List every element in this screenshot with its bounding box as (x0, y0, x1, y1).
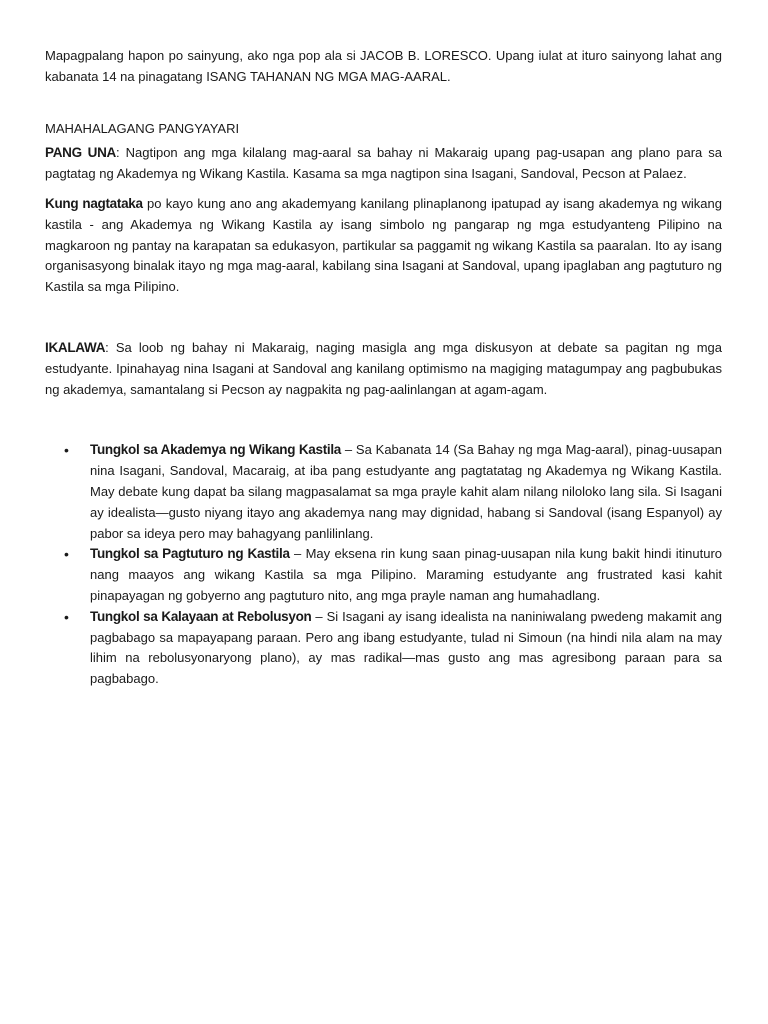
paragraph-lead: Kung nagtataka (45, 195, 143, 211)
intro-paragraph: Mapagpalang hapon po sainyung, ako nga pop ala si JACOB B. LORESCO. Upang iulat at ituro sainyong lahat ang kabanata 14 na pinagatang ISANG TAHANAN NG MGA MAG-AARAL. (45, 48, 722, 84)
list-item-text: – Sa Kabanata 14 (Sa Bahay ng mga Mag-aaral), pinag-uusapan nina Isagani, Sandoval, Macaraig, at iba pang estudyante ang pagtatatag ng Akademya ng Wikang Kastila. May debate kung dapat ba silang magpasalamat sa mga prayle kahit alam nilang niloloko lang sila. Si Isagani ay idealista—gusto niyang itayo ang akademya nang may dignidad, habang si Sandoval (isang Espanyol) ay pabor sa ideya pero may bahagyang panlilinlang. (90, 442, 722, 541)
document-page (45, 46, 722, 690)
paragraph-lead: IKALAWA (45, 339, 106, 355)
list-item-text: – Si Isagani ay isang idealista na naniniwalang pwedeng makamit ang pagbabago sa mapayapang paraan. Pero ang ibang estudyante, tulad ni Simoun (na hindi nila alam na may lihim na rebolusyonaryong plano), ay mas radikal—mas gusto ang mas agresibong paraan para sa pagbabago. (90, 608, 723, 687)
paragraph-kung-nagtataka (45, 194, 722, 298)
paragraph-text: : Nagtipon ang mga kilalang mag-aaral sa bahay ni Makaraig upang pag-usapan ang plano para sa pagtatag ng Akademya ng Wikang Kastila. Kasama sa mga nagtipon sina Isagani, Sandoval, Pecson at Palaez. (45, 145, 723, 182)
list-item-text: – May eksena rin kung saan pinag-uusapan nila kung bakit hindi itinuturo nang maayos ang wikang Kastila sa mga Pilipino. Maraming estudyante ang frustrated kasi kahit pinapayagan ng gobyerno ang pagtuturo nito, ang mga prayle naman ang humahadlang. (90, 546, 723, 603)
paragraph-text: : Sa loob ng bahay ni Makaraig, naging masigla ang mga diskusyon at debate sa pagitan ng mga estudyante. Ipinahayag nina Isagani at Sandoval ang kanilang optimismo na magiging matagumpay ang pagbubukas ng akademya, samantalang si Pecson ay nagpakita ng pag-aalinlangan at agam-agam. (45, 339, 722, 397)
list-item (45, 544, 722, 606)
list-item-title: Tungkol sa Kalayaan at Rebolusyon (90, 608, 312, 624)
list-item (45, 440, 722, 544)
bullet-list (45, 440, 722, 690)
paragraph-text: po kayo kung ano ang akademyang kanilang plinaplanong ipatupad ay isang akademya ng wikang kastila - ang Akademya ng Wikang Kastila ay isang simbolo ng pangarap ng mga estudyanteng Pilipino na magkaroon ng pantay na karapatan sa edukasyon, partikular sa paggamit ng wikang Kastila sa paaralan. Ito ay isang organisasyong binalak itayo ng mga mag-aaral, kabilang sina Isagani at Sandoval, upang ipaglaban ang pagtuturo ng Kastila sa mga Pilipino. (45, 195, 722, 295)
paragraph-ikalawa (45, 338, 722, 400)
paragraph-lead: PANG UNA (45, 145, 116, 161)
list-item-title: Tungkol sa Pagtuturo ng Kastila (90, 546, 290, 562)
list-item-title: Tungkol sa Akademya ng Wikang Kastila (90, 442, 341, 458)
section-heading: MAHAHALAGANG PANGYAYARI (45, 120, 240, 136)
bullet-icon: • (64, 546, 69, 563)
list-item (45, 607, 722, 690)
bullet-icon: • (64, 442, 69, 459)
paragraph-pang-una (45, 143, 722, 185)
bullet-icon: • (64, 608, 69, 625)
